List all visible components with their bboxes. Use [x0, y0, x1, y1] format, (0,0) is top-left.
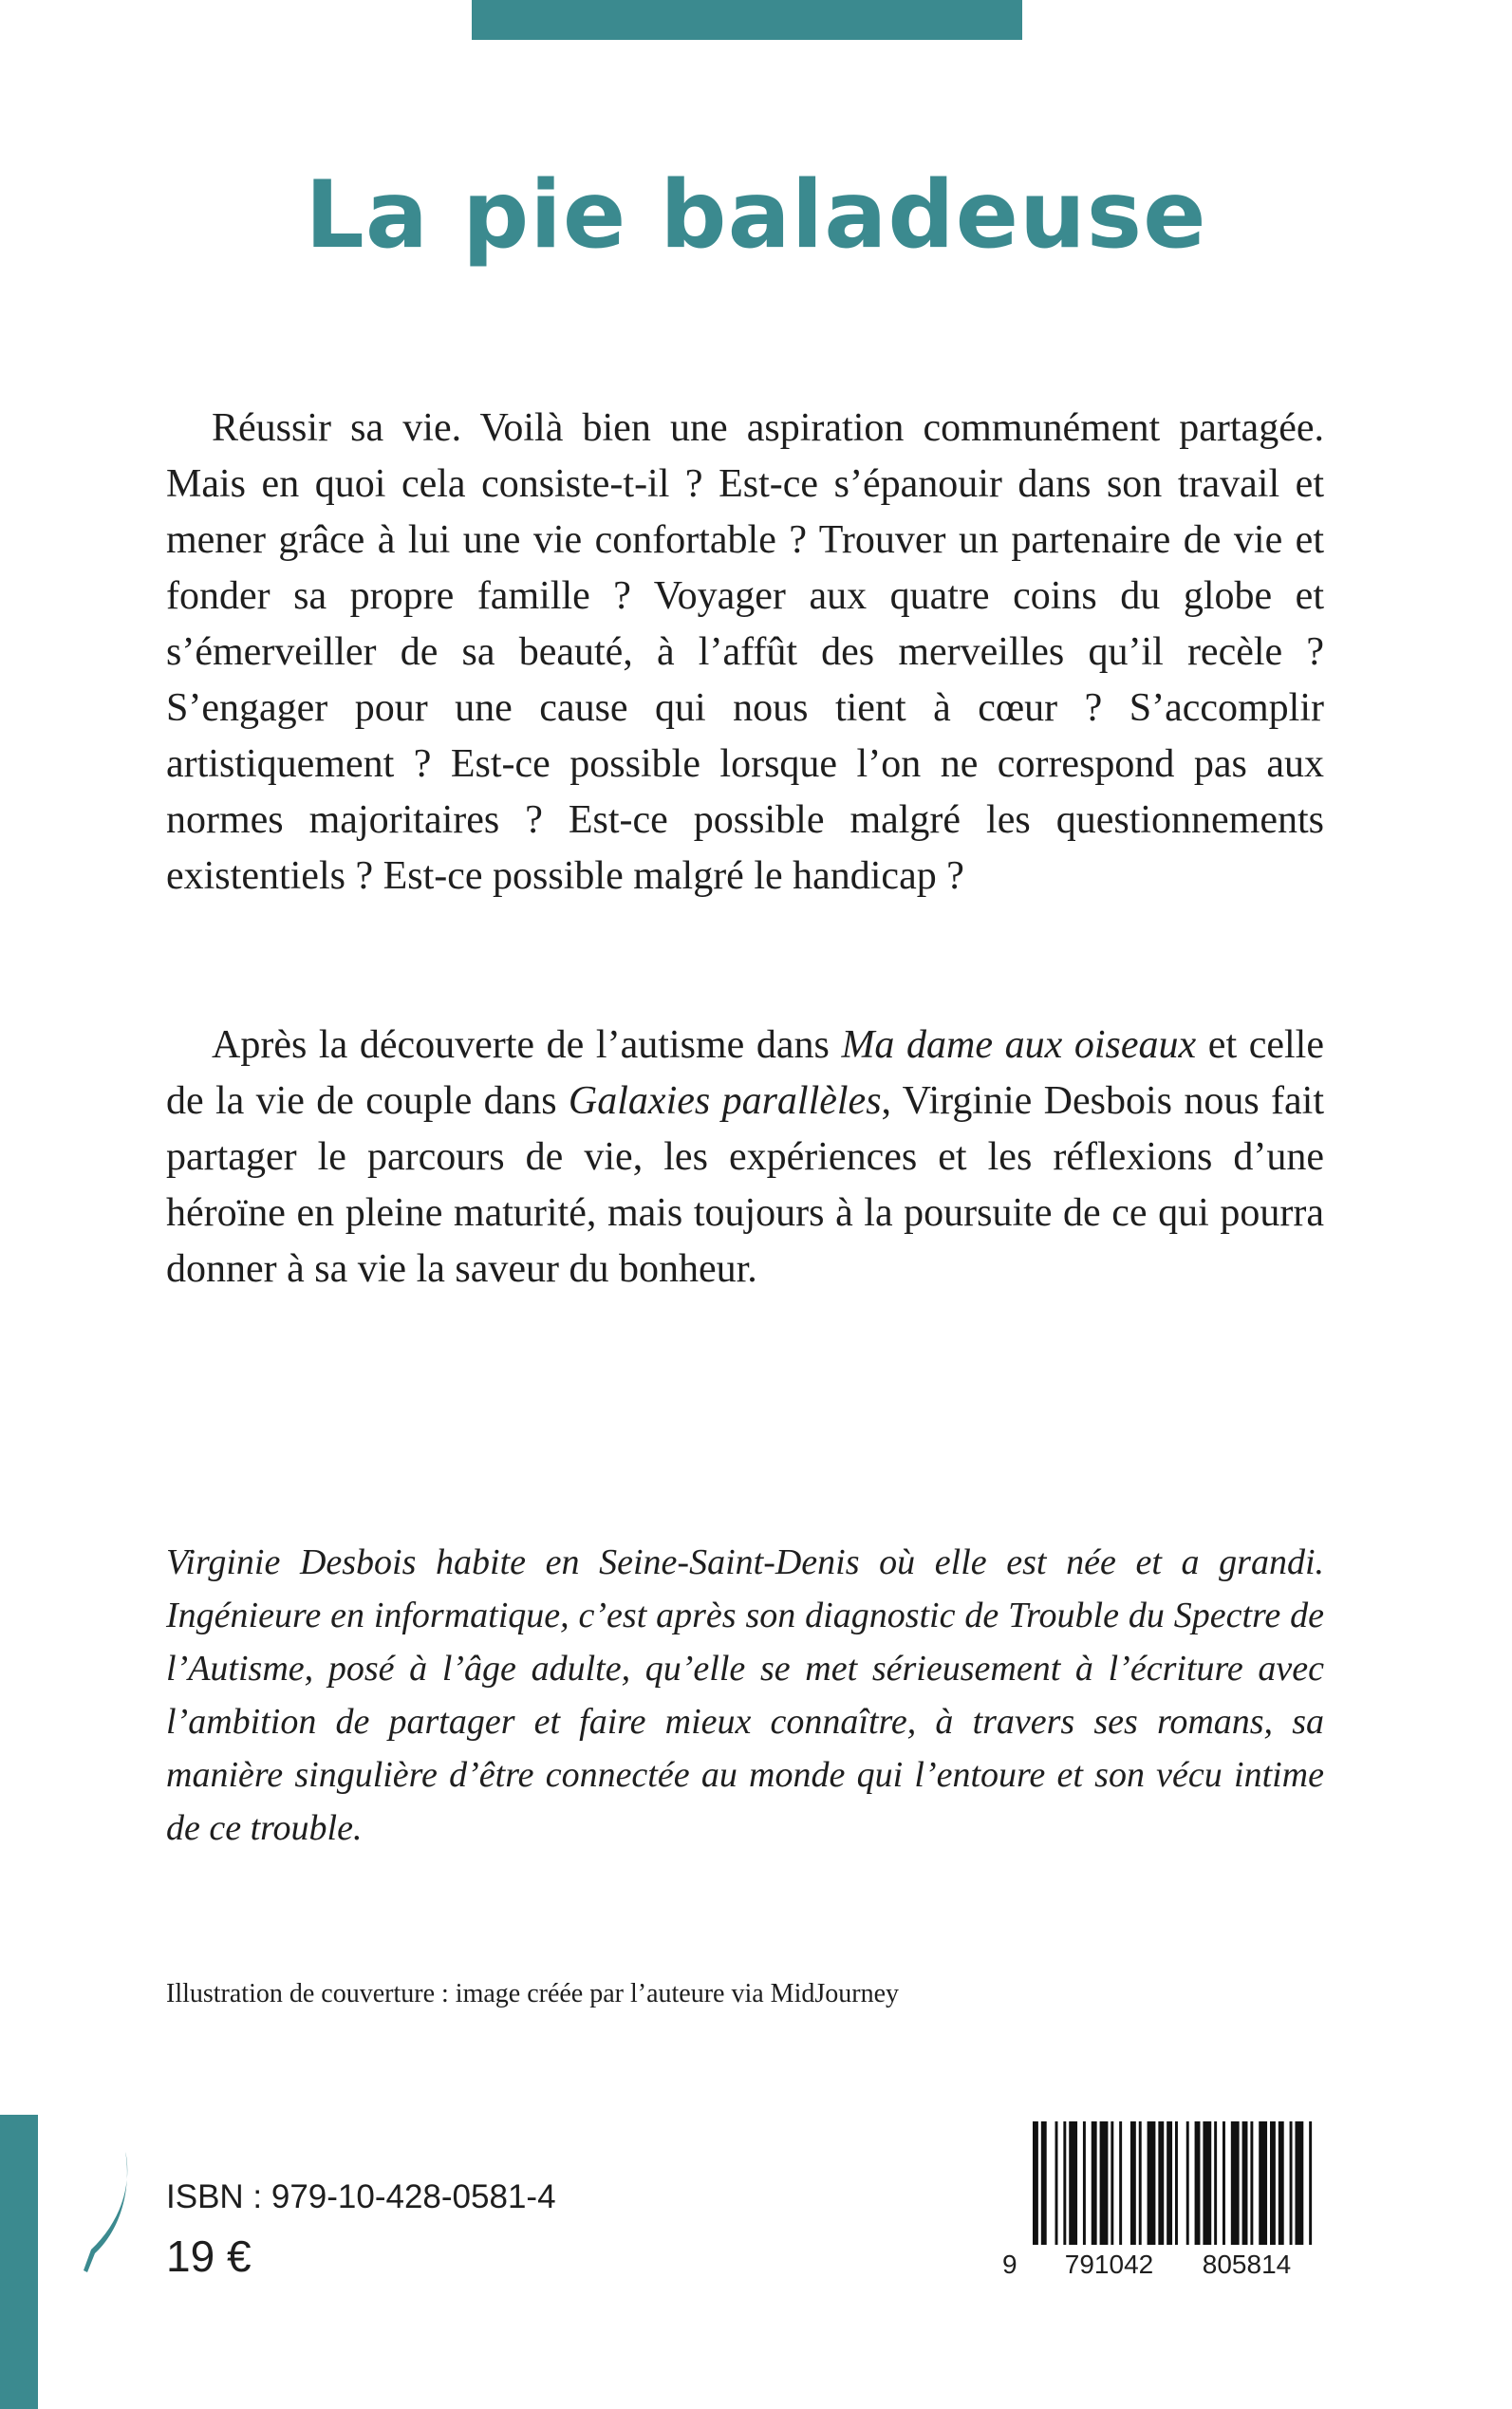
barcode-digit-group-2: 805814	[1202, 2250, 1292, 2279]
barcode-bar	[1063, 2121, 1066, 2245]
barcode-bar	[1195, 2121, 1201, 2245]
barcode-bar	[1214, 2121, 1217, 2245]
illustration-credit: Illustration de couverture : image créée par l’auteure via MidJourney	[166, 1979, 900, 2008]
barcode-bar	[1279, 2121, 1284, 2245]
barcode-bar	[1041, 2121, 1047, 2245]
barcode-bar	[1111, 2121, 1113, 2245]
price: 19 €	[166, 2232, 252, 2281]
barcode-bars	[1033, 2121, 1317, 2245]
barcode-bar	[1139, 2121, 1142, 2245]
barcode-digit-group-1: 791042	[1064, 2250, 1154, 2279]
barcode-bar	[1167, 2121, 1172, 2245]
summary-paragraph-2	[166, 1018, 1324, 1298]
barcode-bar	[1119, 2121, 1122, 2245]
barcode-bar	[1033, 2121, 1038, 2245]
barcode-bar	[1069, 2121, 1077, 2245]
barcode-bar	[1158, 2121, 1164, 2245]
summary-text: et celle de la vie de couple dans	[166, 1023, 1324, 1123]
feather-icon	[78, 2147, 135, 2275]
book-reference: Ma dame aux oiseaux	[841, 1023, 1197, 1067]
barcode-bar	[1148, 2121, 1156, 2245]
barcode-bar	[1175, 2121, 1178, 2245]
book-reference: Galaxies parallèles	[568, 1079, 882, 1123]
barcode-bar	[1295, 2121, 1303, 2245]
barcode-digits	[1040, 2250, 1316, 2280]
barcode-bar	[1242, 2121, 1248, 2245]
barcode-bar	[1231, 2121, 1240, 2245]
author-bio: Virginie Desbois habite en Seine-Saint-Denis où elle est née et a grandi. Ingénieure en informatique, c’est après son diagnostic de Trouble du Spectre de l’Autisme, posé à l’âge adulte, qu’elle se met sérieusement à l’écriture avec l’ambition de partager et faire mieux connaître, à travers ses romans, sa manière singulière d’être connectée au monde qui l’entoure et son vécu intime de ce trouble.	[166, 1542, 1324, 1848]
summary-text: , Virginie Desbois nous fait partager le parcours de vie, les expériences et les réflexions d’une héroïne en pleine maturité, mais toujours à la poursuite de ce qui pourra donner à sa vie la saveur du bonheur.	[166, 1079, 1324, 1291]
barcode	[995, 2121, 1327, 2292]
barcode-bar	[1186, 2121, 1189, 2245]
top-accent-bar	[472, 0, 1022, 40]
barcode-bar	[1100, 2121, 1109, 2245]
barcode-bar	[1203, 2121, 1211, 2245]
left-accent-bar	[0, 2115, 38, 2409]
barcode-bar	[1250, 2121, 1253, 2245]
barcode-lead-digit: 9	[1002, 2250, 1017, 2279]
barcode-bar	[1055, 2121, 1058, 2245]
isbn: ISBN : 979-10-428-0581-4	[166, 2178, 556, 2215]
summary-text: Après la découverte de l’autisme dans	[212, 1023, 842, 1067]
barcode-bar	[1083, 2121, 1086, 2245]
book-title: La pie baladeuse	[305, 161, 1207, 270]
barcode-bar	[1309, 2121, 1312, 2245]
summary-paragraph-1: Réussir sa vie. Voilà bien une aspiration communément partagée. Mais en quoi cela consiste-t-il ? Est-ce s’épanouir dans son travail et mener grâce à lui une vie confortable ? Trouver un partenaire de vie et fonder sa propre famille ? Voyager aux quatre coins du globe et s’émerveiller de sa beauté, à l’affût des merveilles qu’il recèle ? S’engager pour une cause qui nous tient à cœur ? S’accomplir artistiquement ? Est-ce possible lorsque l’on ne correspond pas aux normes majoritaires ? Est-ce possible malgré les questionnements existentiels ? Est-ce possible malgré le handicap ?	[166, 406, 1324, 898]
barcode-bar	[1259, 2121, 1267, 2245]
barcode-bar	[1092, 2121, 1097, 2245]
barcode-bar	[1130, 2121, 1136, 2245]
barcode-bar	[1270, 2121, 1276, 2245]
barcode-bar	[1223, 2121, 1225, 2245]
barcode-bar	[1290, 2121, 1293, 2245]
